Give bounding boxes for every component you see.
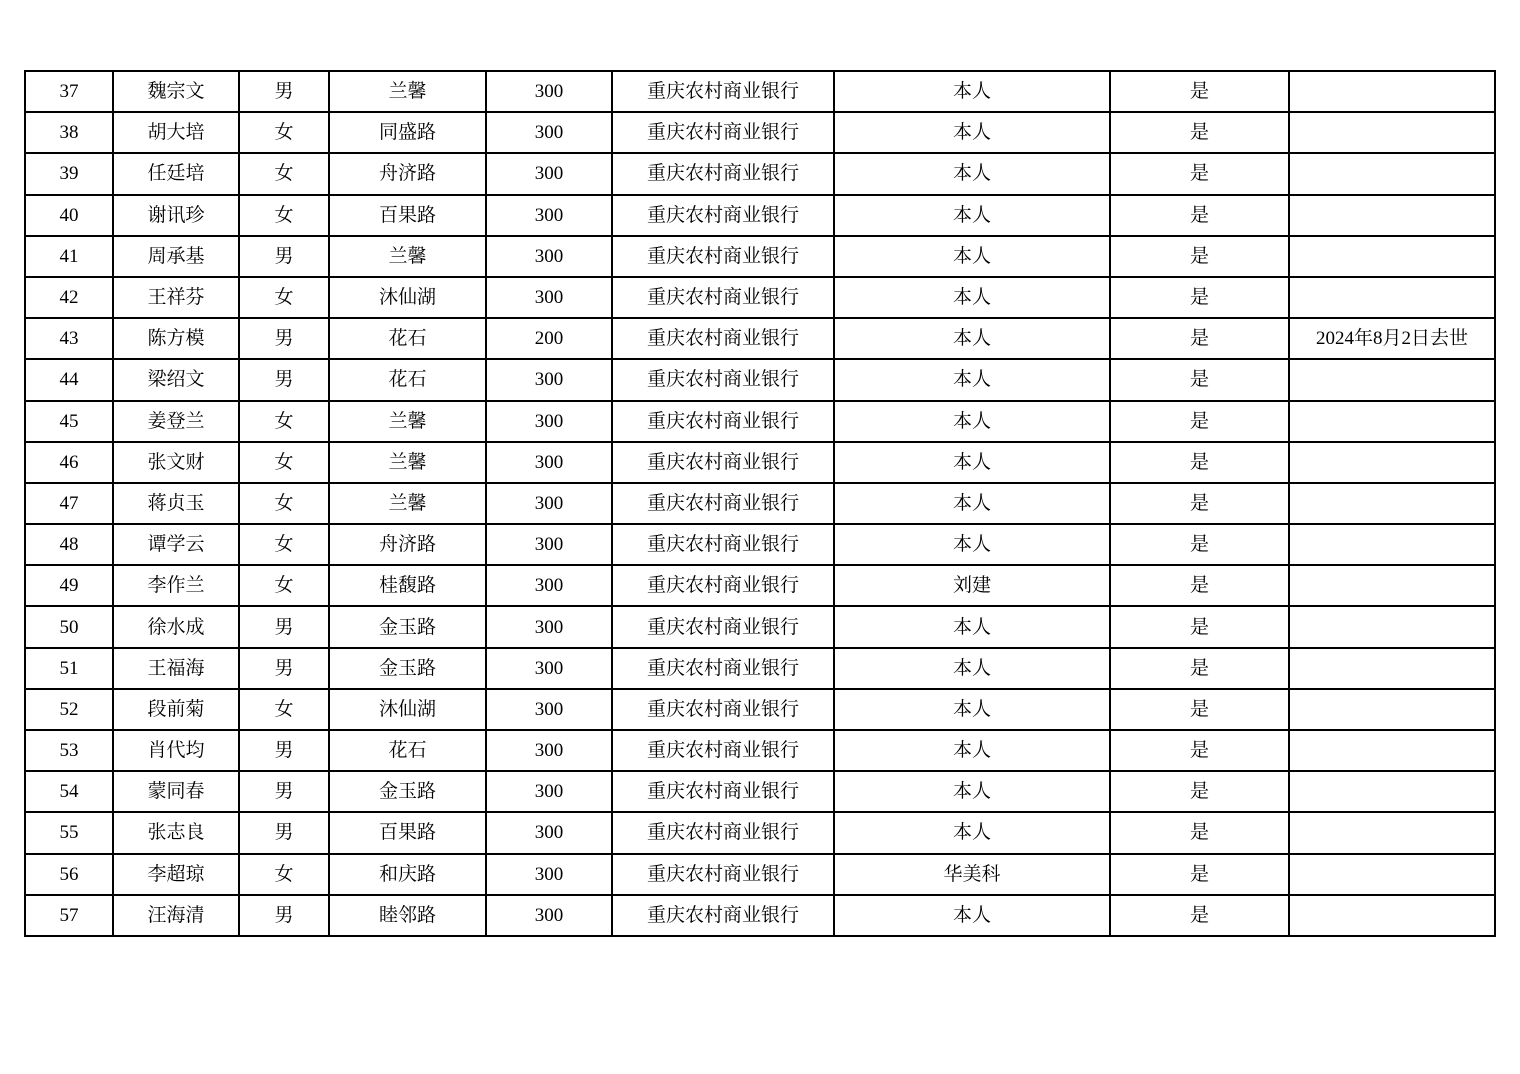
table-row — [25, 277, 1495, 318]
amount-cell: 300 — [486, 854, 612, 895]
amount-cell: 300 — [486, 442, 612, 483]
amount-cell: 300 — [486, 277, 612, 318]
status-cell: 是 — [1110, 236, 1289, 277]
payee-cell: 本人 — [834, 153, 1110, 194]
table-row — [25, 730, 1495, 771]
payee-cell: 本人 — [834, 895, 1110, 936]
table-row — [25, 112, 1495, 153]
payee-cell: 华美科 — [834, 854, 1110, 895]
data-table — [24, 70, 1496, 937]
name-cell: 段前菊 — [113, 689, 239, 730]
amount-cell: 300 — [486, 689, 612, 730]
address-cell: 睦邻路 — [329, 895, 486, 936]
bank-cell: 重庆农村商业银行 — [612, 812, 834, 853]
row-number-cell: 43 — [25, 318, 113, 359]
bank-cell: 重庆农村商业银行 — [612, 153, 834, 194]
table-row — [25, 812, 1495, 853]
remark-cell — [1289, 524, 1495, 565]
gender-cell: 女 — [239, 153, 329, 194]
bank-cell: 重庆农村商业银行 — [612, 71, 834, 112]
row-number-cell: 57 — [25, 895, 113, 936]
name-cell: 汪海清 — [113, 895, 239, 936]
bank-cell: 重庆农村商业银行 — [612, 359, 834, 400]
gender-cell: 男 — [239, 771, 329, 812]
address-cell: 舟济路 — [329, 524, 486, 565]
payee-cell: 本人 — [834, 195, 1110, 236]
bank-cell: 重庆农村商业银行 — [612, 236, 834, 277]
payee-cell: 本人 — [834, 401, 1110, 442]
remark-cell — [1289, 483, 1495, 524]
remark-cell — [1289, 606, 1495, 647]
bank-cell: 重庆农村商业银行 — [612, 401, 834, 442]
status-cell: 是 — [1110, 730, 1289, 771]
name-cell: 陈方模 — [113, 318, 239, 359]
payee-cell: 本人 — [834, 648, 1110, 689]
gender-cell: 女 — [239, 195, 329, 236]
payee-cell: 本人 — [834, 812, 1110, 853]
table-body — [25, 71, 1495, 936]
row-number-cell: 44 — [25, 359, 113, 400]
bank-cell: 重庆农村商业银行 — [612, 895, 834, 936]
remark-cell — [1289, 812, 1495, 853]
status-cell: 是 — [1110, 71, 1289, 112]
gender-cell: 女 — [239, 277, 329, 318]
remark-cell — [1289, 112, 1495, 153]
remark-cell — [1289, 71, 1495, 112]
bank-cell: 重庆农村商业银行 — [612, 854, 834, 895]
address-cell: 花石 — [329, 318, 486, 359]
gender-cell: 男 — [239, 648, 329, 689]
gender-cell: 女 — [239, 401, 329, 442]
address-cell: 兰馨 — [329, 401, 486, 442]
remark-cell — [1289, 730, 1495, 771]
row-number-cell: 50 — [25, 606, 113, 647]
payee-cell: 本人 — [834, 277, 1110, 318]
row-number-cell: 52 — [25, 689, 113, 730]
remark-cell — [1289, 895, 1495, 936]
row-number-cell: 37 — [25, 71, 113, 112]
bank-cell: 重庆农村商业银行 — [612, 771, 834, 812]
amount-cell: 300 — [486, 112, 612, 153]
bank-cell: 重庆农村商业银行 — [612, 648, 834, 689]
address-cell: 金玉路 — [329, 606, 486, 647]
name-cell: 任廷培 — [113, 153, 239, 194]
payee-cell: 本人 — [834, 236, 1110, 277]
address-cell: 花石 — [329, 359, 486, 400]
payee-cell: 本人 — [834, 318, 1110, 359]
bank-cell: 重庆农村商业银行 — [612, 318, 834, 359]
status-cell: 是 — [1110, 153, 1289, 194]
gender-cell: 女 — [239, 689, 329, 730]
table-row — [25, 195, 1495, 236]
name-cell: 张志良 — [113, 812, 239, 853]
bank-cell: 重庆农村商业银行 — [612, 112, 834, 153]
gender-cell: 男 — [239, 318, 329, 359]
amount-cell: 300 — [486, 895, 612, 936]
bank-cell: 重庆农村商业银行 — [612, 606, 834, 647]
table-row — [25, 442, 1495, 483]
address-cell: 沐仙湖 — [329, 689, 486, 730]
table-row — [25, 153, 1495, 194]
amount-cell: 300 — [486, 236, 612, 277]
remark-cell — [1289, 565, 1495, 606]
table-row — [25, 771, 1495, 812]
row-number-cell: 39 — [25, 153, 113, 194]
row-number-cell: 53 — [25, 730, 113, 771]
amount-cell: 300 — [486, 153, 612, 194]
row-number-cell: 49 — [25, 565, 113, 606]
address-cell: 舟济路 — [329, 153, 486, 194]
address-cell: 金玉路 — [329, 648, 486, 689]
amount-cell: 300 — [486, 565, 612, 606]
remark-cell — [1289, 195, 1495, 236]
address-cell: 和庆路 — [329, 854, 486, 895]
amount-cell: 300 — [486, 401, 612, 442]
amount-cell: 300 — [486, 359, 612, 400]
payee-cell: 本人 — [834, 442, 1110, 483]
name-cell: 蒙同春 — [113, 771, 239, 812]
address-cell: 沐仙湖 — [329, 277, 486, 318]
amount-cell: 300 — [486, 606, 612, 647]
address-cell: 同盛路 — [329, 112, 486, 153]
gender-cell: 女 — [239, 442, 329, 483]
name-cell: 徐水成 — [113, 606, 239, 647]
address-cell: 金玉路 — [329, 771, 486, 812]
bank-cell: 重庆农村商业银行 — [612, 277, 834, 318]
gender-cell: 男 — [239, 730, 329, 771]
gender-cell: 男 — [239, 812, 329, 853]
address-cell: 兰馨 — [329, 236, 486, 277]
table-row — [25, 71, 1495, 112]
gender-cell: 男 — [239, 71, 329, 112]
table-row — [25, 606, 1495, 647]
remark-cell — [1289, 854, 1495, 895]
name-cell: 李超琼 — [113, 854, 239, 895]
name-cell: 周承基 — [113, 236, 239, 277]
payee-cell: 本人 — [834, 112, 1110, 153]
address-cell: 兰馨 — [329, 71, 486, 112]
table-row — [25, 854, 1495, 895]
gender-cell: 女 — [239, 483, 329, 524]
gender-cell: 男 — [239, 895, 329, 936]
name-cell: 谢讯珍 — [113, 195, 239, 236]
status-cell: 是 — [1110, 359, 1289, 400]
row-number-cell: 42 — [25, 277, 113, 318]
payee-cell: 本人 — [834, 524, 1110, 565]
status-cell: 是 — [1110, 483, 1289, 524]
status-cell: 是 — [1110, 895, 1289, 936]
payee-cell: 本人 — [834, 771, 1110, 812]
name-cell: 王福海 — [113, 648, 239, 689]
bank-cell: 重庆农村商业银行 — [612, 524, 834, 565]
remark-cell — [1289, 236, 1495, 277]
name-cell: 胡大培 — [113, 112, 239, 153]
remark-cell — [1289, 153, 1495, 194]
amount-cell: 300 — [486, 524, 612, 565]
status-cell: 是 — [1110, 401, 1289, 442]
name-cell: 魏宗文 — [113, 71, 239, 112]
payee-cell: 本人 — [834, 71, 1110, 112]
name-cell: 梁绍文 — [113, 359, 239, 400]
status-cell: 是 — [1110, 606, 1289, 647]
remark-cell — [1289, 771, 1495, 812]
payee-cell: 刘建 — [834, 565, 1110, 606]
amount-cell: 300 — [486, 771, 612, 812]
status-cell: 是 — [1110, 524, 1289, 565]
table-row — [25, 401, 1495, 442]
name-cell: 王祥芬 — [113, 277, 239, 318]
row-number-cell: 55 — [25, 812, 113, 853]
bank-cell: 重庆农村商业银行 — [612, 565, 834, 606]
remark-cell — [1289, 648, 1495, 689]
status-cell: 是 — [1110, 195, 1289, 236]
name-cell: 李作兰 — [113, 565, 239, 606]
amount-cell: 200 — [486, 318, 612, 359]
name-cell: 蒋贞玉 — [113, 483, 239, 524]
remark-cell — [1289, 359, 1495, 400]
name-cell: 姜登兰 — [113, 401, 239, 442]
amount-cell: 300 — [486, 483, 612, 524]
payee-cell: 本人 — [834, 689, 1110, 730]
row-number-cell: 46 — [25, 442, 113, 483]
name-cell: 肖代均 — [113, 730, 239, 771]
gender-cell: 女 — [239, 565, 329, 606]
amount-cell: 300 — [486, 648, 612, 689]
table-row — [25, 689, 1495, 730]
gender-cell: 女 — [239, 112, 329, 153]
remark-cell — [1289, 401, 1495, 442]
status-cell: 是 — [1110, 812, 1289, 853]
table-row — [25, 359, 1495, 400]
row-number-cell: 41 — [25, 236, 113, 277]
address-cell: 兰馨 — [329, 483, 486, 524]
row-number-cell: 40 — [25, 195, 113, 236]
status-cell: 是 — [1110, 442, 1289, 483]
amount-cell: 300 — [486, 195, 612, 236]
table-row — [25, 483, 1495, 524]
payee-cell: 本人 — [834, 730, 1110, 771]
status-cell: 是 — [1110, 112, 1289, 153]
payee-cell: 本人 — [834, 359, 1110, 400]
bank-cell: 重庆农村商业银行 — [612, 483, 834, 524]
table-row — [25, 236, 1495, 277]
table-row — [25, 565, 1495, 606]
address-cell: 桂馥路 — [329, 565, 486, 606]
amount-cell: 300 — [486, 730, 612, 771]
gender-cell: 男 — [239, 236, 329, 277]
payee-cell: 本人 — [834, 606, 1110, 647]
amount-cell: 300 — [486, 812, 612, 853]
bank-cell: 重庆农村商业银行 — [612, 730, 834, 771]
bank-cell: 重庆农村商业银行 — [612, 195, 834, 236]
gender-cell: 男 — [239, 606, 329, 647]
row-number-cell: 38 — [25, 112, 113, 153]
row-number-cell: 47 — [25, 483, 113, 524]
status-cell: 是 — [1110, 318, 1289, 359]
payee-cell: 本人 — [834, 483, 1110, 524]
name-cell: 谭学云 — [113, 524, 239, 565]
table-row — [25, 895, 1495, 936]
row-number-cell: 48 — [25, 524, 113, 565]
row-number-cell: 56 — [25, 854, 113, 895]
remark-cell — [1289, 689, 1495, 730]
address-cell: 百果路 — [329, 812, 486, 853]
row-number-cell: 54 — [25, 771, 113, 812]
table-row — [25, 524, 1495, 565]
gender-cell: 女 — [239, 854, 329, 895]
remark-cell — [1289, 277, 1495, 318]
status-cell: 是 — [1110, 854, 1289, 895]
gender-cell: 女 — [239, 524, 329, 565]
address-cell: 兰馨 — [329, 442, 486, 483]
table-row — [25, 318, 1495, 359]
status-cell: 是 — [1110, 565, 1289, 606]
address-cell: 百果路 — [329, 195, 486, 236]
bank-cell: 重庆农村商业银行 — [612, 689, 834, 730]
status-cell: 是 — [1110, 771, 1289, 812]
address-cell: 花石 — [329, 730, 486, 771]
status-cell: 是 — [1110, 277, 1289, 318]
remark-cell — [1289, 442, 1495, 483]
name-cell: 张文财 — [113, 442, 239, 483]
remark-cell: 2024年8月2日去世 — [1289, 318, 1495, 359]
status-cell: 是 — [1110, 648, 1289, 689]
row-number-cell: 45 — [25, 401, 113, 442]
table-row — [25, 648, 1495, 689]
status-cell: 是 — [1110, 689, 1289, 730]
amount-cell: 300 — [486, 71, 612, 112]
bank-cell: 重庆农村商业银行 — [612, 442, 834, 483]
gender-cell: 男 — [239, 359, 329, 400]
row-number-cell: 51 — [25, 648, 113, 689]
